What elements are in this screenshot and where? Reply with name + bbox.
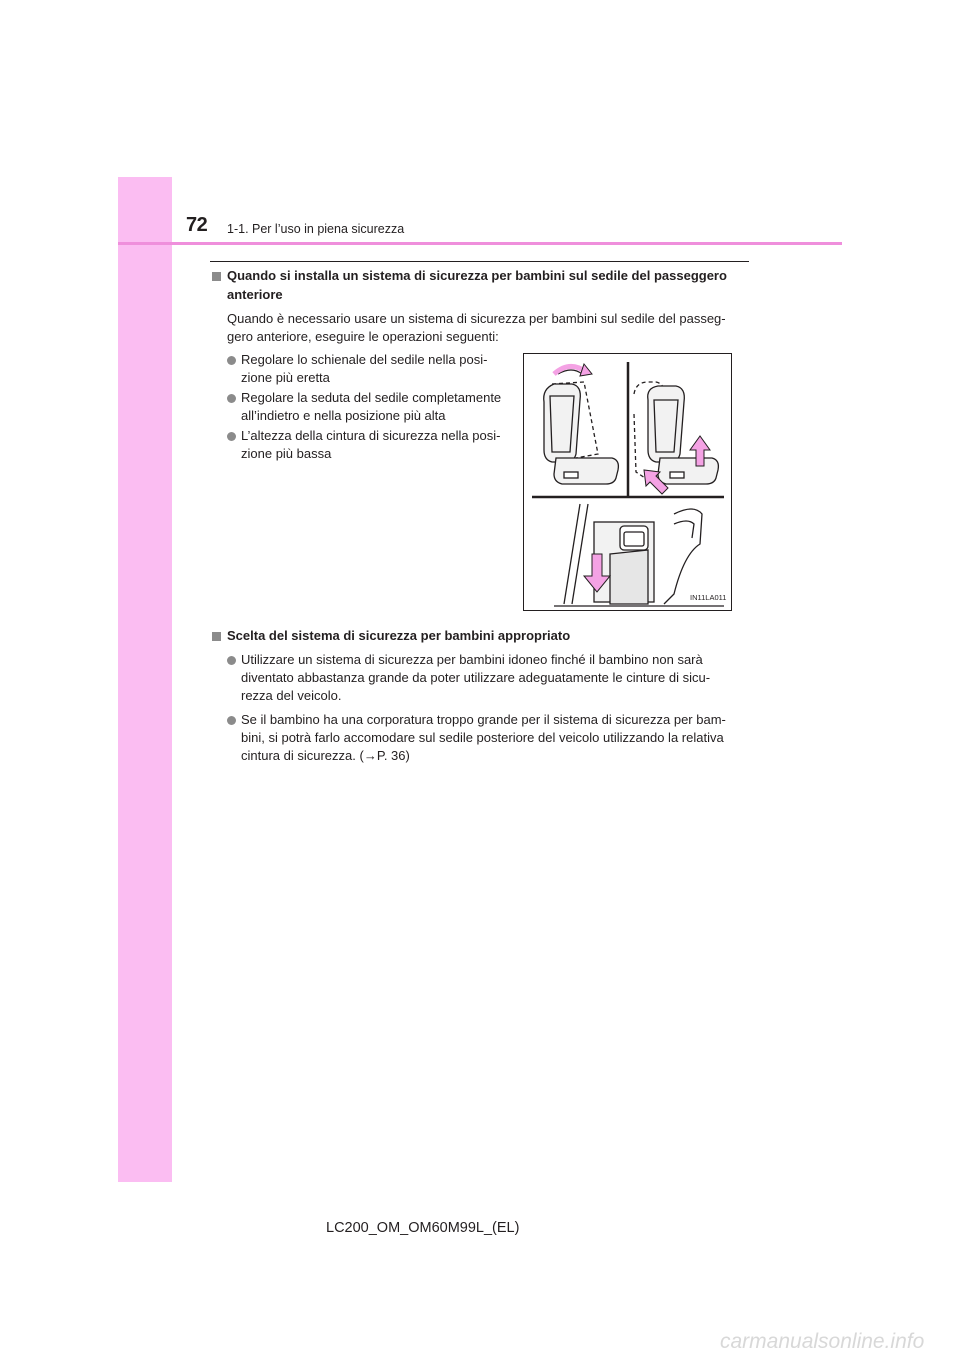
bullet-dot-icon bbox=[227, 656, 236, 665]
section1-heading-line1: Quando si installa un sistema di sicurezza per bambini sul sedile del passeggero bbox=[227, 268, 727, 283]
section2-bullet-1-line2: diventato abbastanza grande da poter utilizzare adeguatamente le cinture di sicu- bbox=[241, 670, 711, 685]
section1-intro-line1: Quando è necessario usare un sistema di sicurezza per bambini sul sedile del passeg- bbox=[227, 311, 726, 326]
square-bullet-icon bbox=[212, 272, 221, 281]
square-bullet-icon bbox=[212, 632, 221, 641]
seat-illustration-svg bbox=[524, 354, 731, 610]
bullet-2-line1: Regolare la seduta del sedile completamente bbox=[241, 390, 502, 405]
side-color-band bbox=[118, 177, 172, 1182]
bullet-dot-icon bbox=[227, 394, 236, 403]
section2-bullet-1-line3: rezza del veicolo. bbox=[241, 688, 342, 703]
section2-bullet-2-line2: bini, si potrà farlo accomodare sul sedile posteriore del veicolo utilizzando la relativa bbox=[241, 730, 724, 745]
section2-bullet-2-line3: cintura di sicurezza. (→P. 36) bbox=[241, 748, 410, 763]
section2-bullet-2-line1: Se il bambino ha una corporatura troppo grande per il sistema di sicurezza per bam- bbox=[241, 712, 726, 727]
belt-height-panel bbox=[554, 504, 727, 606]
bullet-1-line2: zione più eretta bbox=[241, 370, 330, 385]
section2-heading: Scelta del sistema di sicurezza per bambini appropriato bbox=[227, 628, 571, 643]
seat-adjustment-illustration bbox=[523, 353, 732, 611]
page-number: 72 bbox=[186, 214, 208, 236]
section1-intro-line2: gero anteriore, eseguire le operazioni seguenti: bbox=[227, 329, 499, 344]
bullet-2-line2: all’indietro e nella posizione più alta bbox=[241, 408, 446, 423]
section2-bullet-1-line1: Utilizzare un sistema di sicurezza per bambini idoneo finché il bambino non sarà bbox=[241, 652, 703, 667]
section-title: 1-1. Per l’uso in piena sicurezza bbox=[227, 222, 405, 236]
seat-slide-panel bbox=[634, 382, 718, 494]
bullet-1-line1: Regolare lo schienale del sedile nella posi- bbox=[241, 352, 488, 367]
seat-recline-panel bbox=[544, 364, 619, 484]
bullet-3-line1: L’altezza della cintura di sicurezza nella posi- bbox=[241, 428, 501, 443]
figure-code: IN11LA011 bbox=[690, 593, 727, 602]
bullet-3-line2: zione più bassa bbox=[241, 446, 332, 461]
bullet-dot-icon bbox=[227, 356, 236, 365]
header-rule bbox=[118, 242, 842, 245]
bullet-dot-icon bbox=[227, 716, 236, 725]
section-divider bbox=[210, 261, 749, 262]
site-watermark: carmanualsonline.info bbox=[720, 1330, 925, 1353]
section1-heading-line2: anteriore bbox=[227, 287, 283, 302]
bullet-dot-icon bbox=[227, 432, 236, 441]
document-code: LC200_OM_OM60M99L_(EL) bbox=[326, 1220, 520, 1236]
